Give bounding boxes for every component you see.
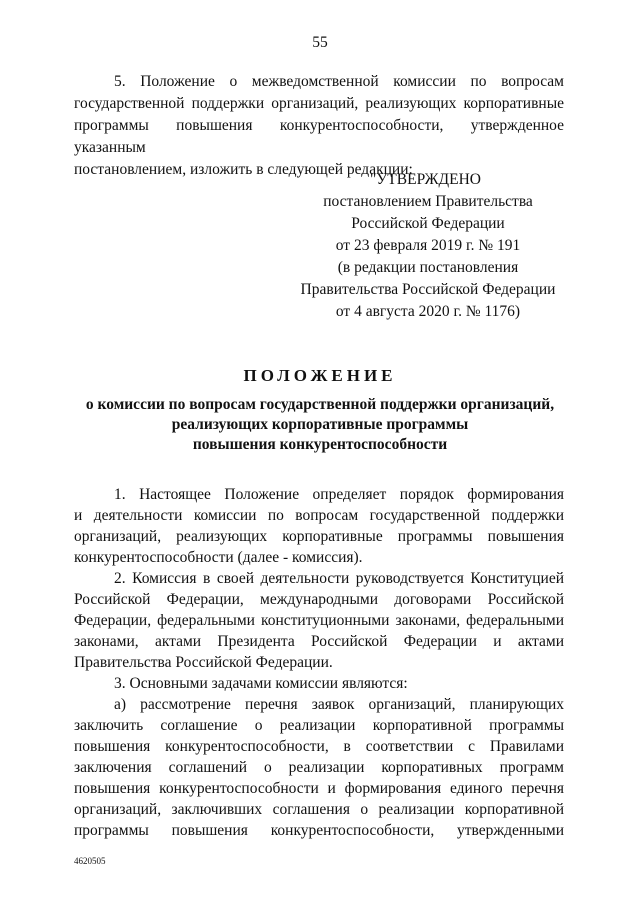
body-line: заключить соглашение о реализации корпоративной программы — [74, 717, 564, 734]
subtitle-line: реализующих корпоративные программы — [171, 416, 469, 433]
intro-line: 5. Положение о межведомственной комиссии по вопросам — [114, 73, 564, 90]
subtitle-line: о комиссии по вопросам государственной поддержки организаций, — [85, 396, 555, 413]
body-line: 3. Основными задачами комиссии являются: — [114, 675, 408, 692]
body-line: 2. Комиссия в своей деятельности руководствуется Конституцией — [114, 570, 564, 587]
approval-stamp — [268, 169, 588, 323]
approval-line: Российской Федерации — [351, 215, 505, 232]
document-subtitle — [0, 395, 640, 455]
document-body — [74, 484, 564, 841]
body-line: конкурентоспособности (далее - комиссия). — [74, 549, 363, 566]
body-line: Российской Федерации, международными договорами Российской — [74, 591, 564, 608]
approval-line: Правительства Российской Федерации — [300, 281, 556, 298]
body-line: организаций, заключивших соглашения о реализации корпоративной — [74, 801, 564, 818]
body-line: Федерации, федеральными конституционными законами, федеральными — [74, 612, 564, 629]
intro-line: программы повышения конкурентоспособности, утвержденное указанным — [74, 117, 564, 156]
document-code: 4620505 — [74, 856, 106, 866]
body-line: заключения соглашений о реализации корпоративных программ — [74, 759, 564, 776]
body-line: Правительства Российской Федерации. — [74, 654, 333, 671]
body-line: программы повышения конкурентоспособности, утвержденными — [74, 822, 564, 839]
document-title: ПОЛОЖЕНИЕ — [243, 366, 397, 385]
body-line: повышения конкурентоспособности, в соответствии с Правилами — [74, 738, 564, 755]
approval-line: постановлением Правительства — [323, 193, 533, 210]
intro-line: государственной поддержки организаций, реализующих корпоративные — [74, 95, 564, 112]
intro-line: постановлением, изложить в следующей редакции: — [74, 161, 413, 178]
body-line: законами, актами Президента Российской Федерации и актами — [74, 633, 564, 650]
approval-line: от 4 августа 2020 г. № 1176) — [335, 303, 521, 320]
approval-heading: "УТВЕРЖДЕНО — [370, 171, 481, 188]
page-number: 55 — [312, 34, 328, 51]
approval-line: от 23 февраля 2019 г. № 191 — [335, 237, 521, 254]
approval-line: (в редакции постановления — [337, 259, 519, 276]
body-line: а) рассмотрение перечня заявок организаций, планирующих — [114, 696, 564, 713]
body-line: и деятельности комиссии по вопросам государственной поддержки — [74, 507, 564, 524]
body-line: повышения конкурентоспособности и формирования единого перечня — [74, 780, 564, 797]
body-line: организаций, реализующих корпоративные программы повышения — [74, 528, 564, 545]
amendment-paragraph — [74, 71, 564, 181]
body-line: 1. Настоящее Положение определяет порядок формирования — [114, 486, 564, 503]
subtitle-line: повышения конкурентоспособности — [192, 436, 448, 453]
